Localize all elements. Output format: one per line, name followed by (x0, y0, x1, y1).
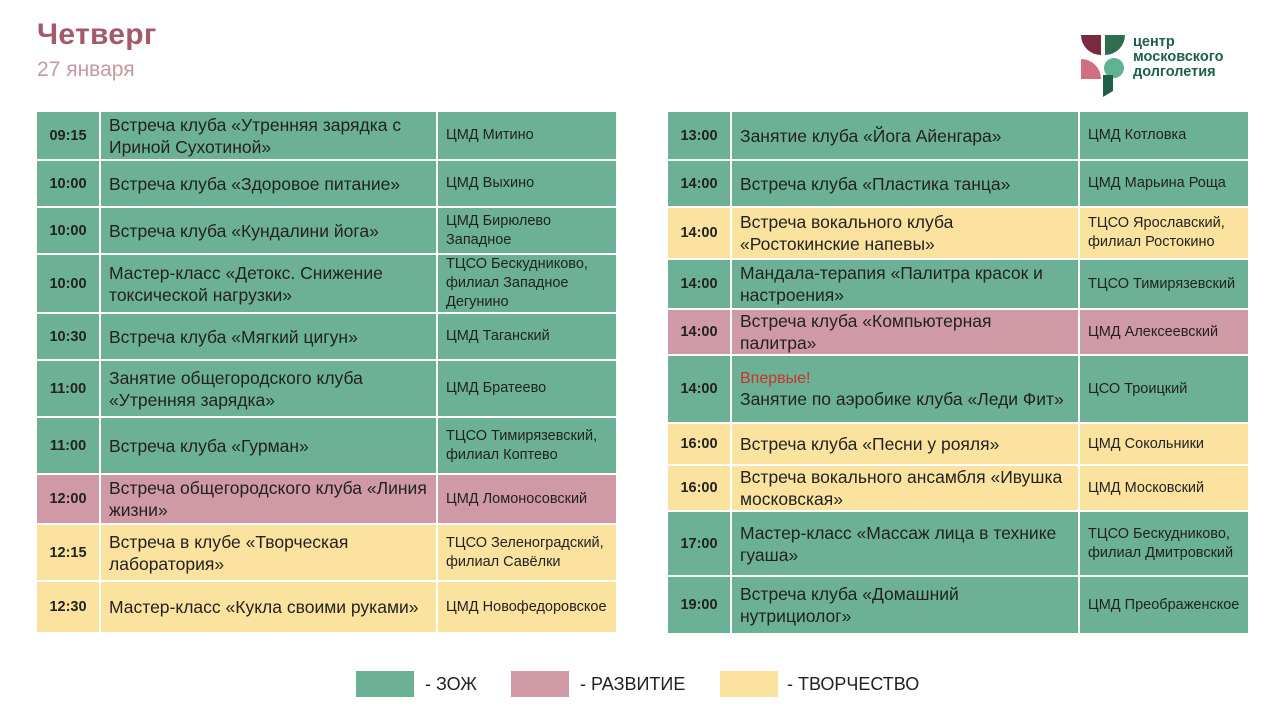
event-title-text: Встреча клуба «Домашний нутрициолог» (740, 584, 959, 626)
event-time: 17:00 (668, 512, 730, 575)
schedule-row (37, 525, 616, 580)
event-title-text: Встреча общегородского клуба «Линия жизни» (109, 478, 427, 520)
event-time: 14:00 (668, 208, 730, 258)
event-time: 12:15 (37, 525, 99, 580)
event-title-text: Занятие общегородского клуба «Утренняя зарядка» (109, 367, 363, 410)
event-title-text: Встреча клуба «Гурман» (109, 435, 309, 456)
legend-swatch-zoj (356, 671, 414, 697)
logo-text: центр московского долголетия (1133, 34, 1224, 80)
schedule-row (668, 466, 1248, 510)
schedule-row (668, 112, 1248, 159)
schedule-row (37, 475, 616, 523)
event-time: 14:00 (668, 260, 730, 308)
schedule-row (37, 112, 616, 159)
event-title (99, 418, 436, 473)
event-title (730, 466, 1078, 510)
schedule-row (37, 208, 616, 253)
event-title (99, 208, 436, 253)
event-time: 16:00 (668, 466, 730, 510)
event-title-text: Занятие клуба «Йога Айенгара» (740, 125, 1002, 146)
date-subtitle: 27 января (37, 58, 135, 81)
schedule-row (37, 418, 616, 473)
event-title (730, 208, 1078, 258)
event-location: ТЦСО Зеленоградский, филиал Савёлки (436, 525, 616, 580)
event-title-text: Встреча клуба «Песни у рояля» (740, 434, 1000, 454)
schedule-row (37, 582, 616, 632)
event-time: 19:00 (668, 577, 730, 633)
schedule-row (668, 208, 1248, 258)
event-title-text: Встреча клуба «Пластика танца» (740, 173, 1011, 194)
event-title (99, 314, 436, 359)
legend-label-razv: - РАЗВИТИЕ (580, 674, 686, 694)
schedule-row (37, 361, 616, 416)
event-title-text: Встреча клуба «Здоровое питание» (109, 173, 401, 194)
schedule-row (668, 356, 1248, 422)
event-time: 11:00 (37, 361, 99, 416)
legend-swatch-tvor (720, 671, 778, 697)
event-title-text: Встреча вокального ансамбля «Ивушка московская» (740, 467, 1063, 509)
event-title-text: Мастер-класс «Кукла своими руками» (109, 597, 419, 617)
event-location: ЦМД Ломоносовский (436, 475, 616, 523)
event-location: ЦМД Братеево (436, 361, 616, 416)
event-location: ЦМД Новофедоровское (436, 582, 616, 632)
event-title-text: Встреча клуба «Мягкий цигун» (109, 326, 358, 347)
event-location: ЦМД Митино (436, 112, 616, 159)
event-title (730, 112, 1078, 159)
event-title (730, 260, 1078, 308)
event-location: ЦМД Таганский (436, 314, 616, 359)
event-time: 16:00 (668, 424, 730, 464)
event-title (99, 475, 436, 523)
event-location: ЦМД Преображенское (1078, 577, 1248, 633)
logo-mark-icon (1081, 35, 1125, 97)
event-location: ТЦСО Бескудниково, филиал Дмитровский (1078, 512, 1248, 575)
schedule-row (668, 310, 1248, 354)
event-title-text: Мастер-класс «Детокс. Снижение токсической нагрузки» (109, 262, 383, 305)
event-time: 14:00 (668, 161, 730, 206)
schedule-row (37, 255, 616, 312)
day-title: Четверг (37, 18, 157, 51)
schedule-row (668, 424, 1248, 464)
event-location: ТЦСО Тимирязевский (1078, 260, 1248, 308)
event-title-text: Встреча в клубе «Творческая лаборатория» (109, 531, 349, 574)
schedule-table-right (668, 110, 1248, 635)
legend-label-tvor: - ТВОРЧЕСТВО (787, 674, 920, 694)
event-title-text: Встреча клуба «Утренняя зарядка с Ириной Сухотиной» (109, 114, 402, 157)
event-title-text: Мастер-класс «Массаж лица в технике гуаша» (740, 522, 1057, 565)
event-title (730, 161, 1078, 206)
event-title (730, 577, 1078, 633)
event-time: 10:00 (37, 255, 99, 312)
schedule-row (668, 512, 1248, 575)
event-location: ТЦСО Бескудниково, филиал Западное Дегунино (436, 255, 616, 312)
event-location: ЦМД Бирюлево Западное (436, 208, 616, 253)
event-location: ТЦСО Тимирязевский, филиал Коптево (436, 418, 616, 473)
event-time: 10:00 (37, 161, 99, 206)
event-location: ЦМД Московский (1078, 466, 1248, 510)
schedule-row (668, 161, 1248, 206)
event-title (99, 161, 436, 206)
schedule-row (37, 314, 616, 359)
event-time: 11:00 (37, 418, 99, 473)
event-time: 12:30 (37, 582, 99, 632)
event-title (99, 361, 436, 416)
event-title (730, 310, 1078, 354)
event-title (99, 112, 436, 159)
schedule-table-left (37, 110, 616, 634)
event-title (99, 525, 436, 580)
event-location: ЦМД Алексеевский (1078, 310, 1248, 354)
schedule-row (668, 260, 1248, 308)
event-title (730, 424, 1078, 464)
event-title-text: Мандала-терапия «Палитра красок и настроения» (740, 263, 1043, 305)
event-title-text: Встреча клуба «Компьютерная палитра» (740, 311, 992, 353)
event-time: 12:00 (37, 475, 99, 523)
legend-label-zoj: - ЗОЖ (425, 674, 477, 694)
event-location: ЦМД Выхино (436, 161, 616, 206)
event-location: ТЦСО Ярославский, филиал Ростокино (1078, 208, 1248, 258)
event-time: 10:30 (37, 314, 99, 359)
new-badge: Впервые! (740, 369, 811, 387)
event-location: ЦМД Сокольники (1078, 424, 1248, 464)
event-title (99, 255, 436, 312)
legend-swatch-razv (511, 671, 569, 697)
schedule-row (37, 161, 616, 206)
event-location: ЦСО Троицкий (1078, 356, 1248, 422)
schedule-row (668, 577, 1248, 633)
event-title (730, 356, 1078, 422)
event-time: 10:00 (37, 208, 99, 253)
event-time: 14:00 (668, 356, 730, 422)
event-title (99, 582, 436, 632)
event-title-text: Занятие по аэробике клуба «Леди Фит» (740, 388, 1064, 409)
event-time: 14:00 (668, 310, 730, 354)
event-title-text: Встреча вокального клуба «Ростокинские напевы» (740, 212, 954, 254)
event-time: 13:00 (668, 112, 730, 159)
logo (1081, 35, 1261, 99)
event-title-text: Встреча клуба «Кундалини йога» (109, 220, 379, 241)
event-location: ЦМД Марьина Роща (1078, 161, 1248, 206)
event-title (730, 512, 1078, 575)
event-location: ЦМД Котловка (1078, 112, 1248, 159)
event-time: 09:15 (37, 112, 99, 159)
